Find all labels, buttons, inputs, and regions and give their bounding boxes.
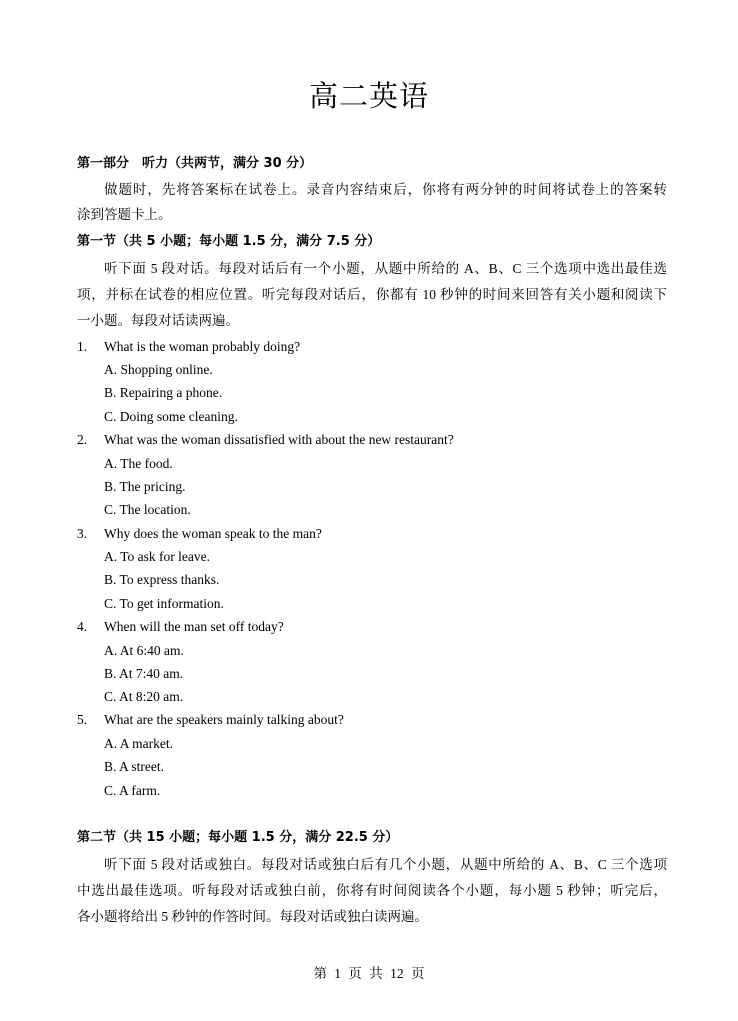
section1-instructions-line: 听下面 5 段对话。每段对话后有一个小题，从题中所给的 A、B、C 三个选项中选出最佳选 (104, 261, 667, 276)
section2-heading: 第二节（共 15 小题；每小题 1.5 分，满分 22.5 分） (77, 830, 399, 845)
option-a: A. At 6:40 am. (104, 643, 184, 658)
option-c: C. Doing some cleaning. (104, 409, 238, 424)
part1-instructions-line: 涂到答题卡上。 (77, 207, 172, 222)
option-c: C. The location. (104, 502, 191, 517)
option-a: A. The food. (104, 456, 173, 471)
option-a: A. Shopping online. (104, 362, 213, 377)
option-b: B. A street. (104, 759, 164, 774)
question-number: 1. (77, 339, 88, 354)
question-text: When will the man set off today? (104, 619, 284, 634)
question-text: What is the woman probably doing? (104, 339, 301, 354)
option-c: C. To get information. (104, 596, 224, 611)
option-b: B. At 7:40 am. (104, 666, 184, 681)
option-b: B. The pricing. (104, 479, 186, 494)
part1-instructions-line: 做题时，先将答案标在试卷上。录音内容结束后，你将有两分钟的时间将试卷上的答案转 (104, 182, 667, 197)
page-footer: 第 1 页 共 12 页 (313, 966, 425, 981)
option-b: B. Repairing a phone. (104, 385, 223, 400)
page-title: 高二英语 (308, 79, 429, 113)
section1-heading: 第一节（共 5 小题；每小题 1.5 分，满分 7.5 分） (77, 234, 381, 249)
question-text: What was the woman dissatisfied with about the new restaurant? (104, 432, 454, 447)
question-text: What are the speakers mainly talking about? (104, 712, 344, 727)
question-text: Why does the woman speak to the man? (104, 526, 322, 541)
section2-instructions-line: 中选出最佳选项。听每段对话或独白前，你将有时间阅读各个小题，每小题 5 秒钟；听完后， (77, 883, 667, 898)
option-c: C. A farm. (104, 783, 161, 798)
section1-instructions-line: 项，并标在试卷的相应位置。听完每段对话后，你都有 10 秒钟的时间来回答有关小题和阅读下 (77, 287, 667, 302)
option-a: A. A market. (104, 736, 173, 751)
question-number: 5. (77, 712, 88, 727)
option-b: B. To express thanks. (104, 572, 220, 587)
part1-heading: 第一部分 听力（共两节，满分 30 分） (77, 156, 313, 171)
question-number: 3. (77, 526, 88, 541)
question-number: 4. (77, 619, 88, 634)
question-number: 2. (77, 432, 88, 447)
section2-instructions-line: 听下面 5 段对话或独白。每段对话或独白后有几个小题，从题中所给的 A、B、C 三个选项 (104, 857, 667, 872)
option-c: C. At 8:20 am. (104, 689, 184, 704)
section1-instructions-line: 一小题。每段对话读两遍。 (77, 313, 239, 328)
option-a: A. To ask for leave. (104, 549, 211, 564)
section2-instructions-line: 各小题将给出 5 秒钟的作答时间。每段对话或独白读两遍。 (77, 909, 428, 924)
